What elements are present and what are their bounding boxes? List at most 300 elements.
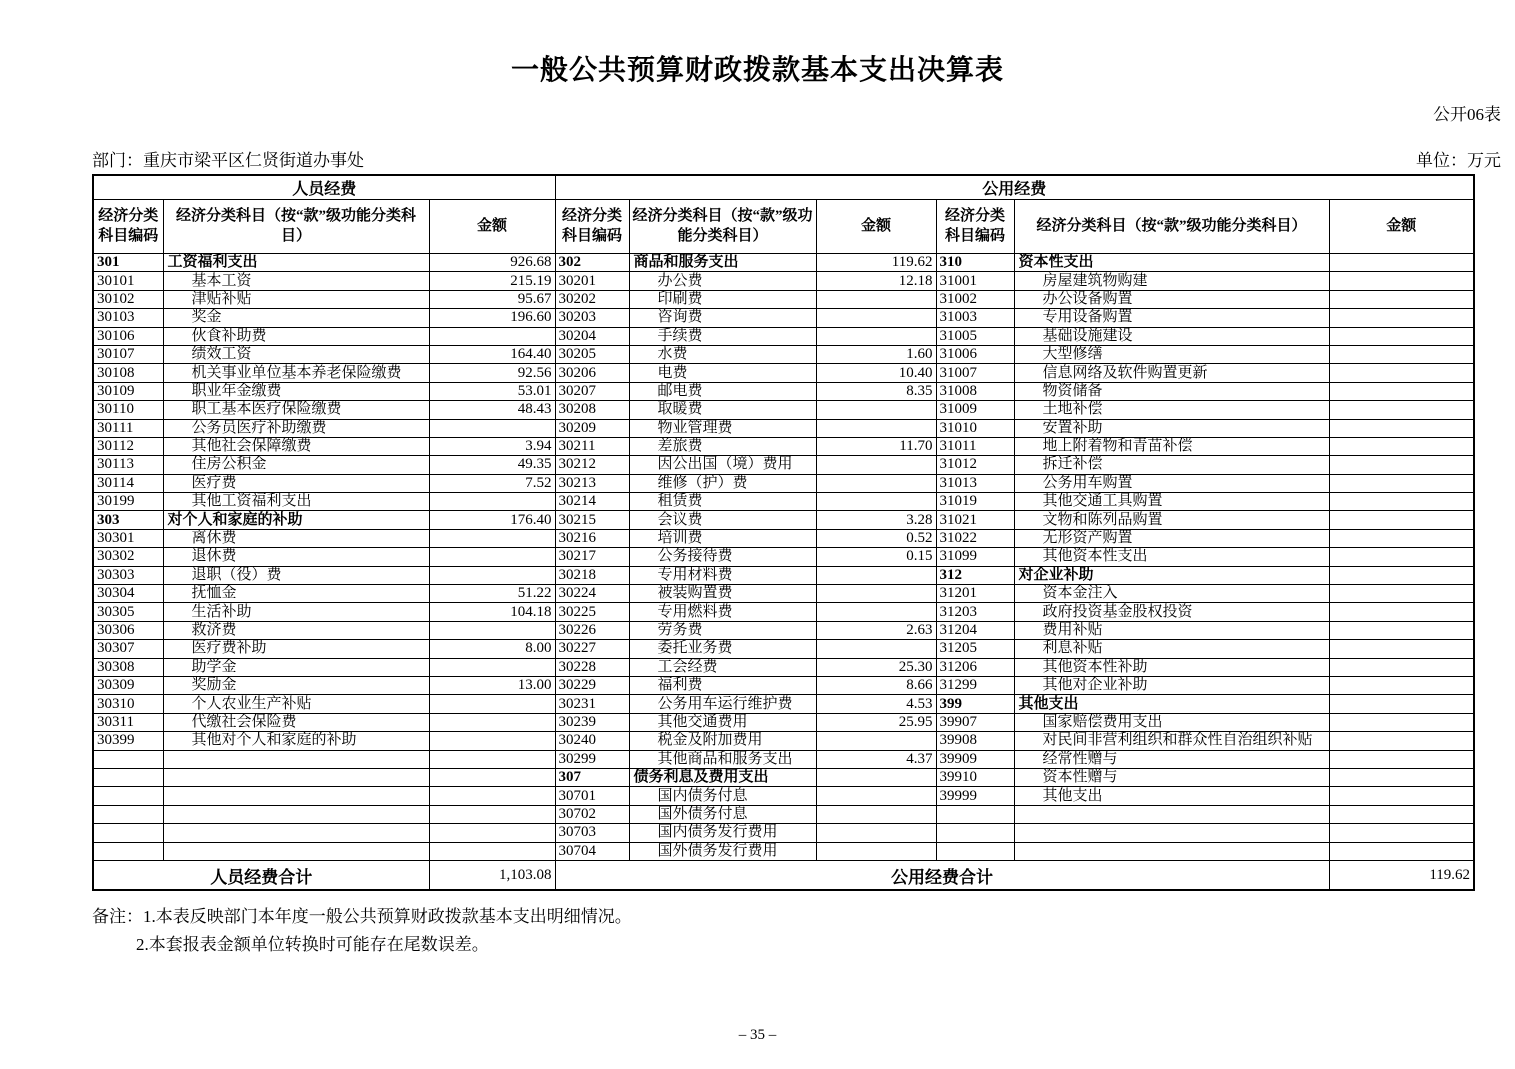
subject-cell: 被装购置费 xyxy=(629,585,816,603)
code-cell: 31010 xyxy=(936,419,1014,437)
code-cell: 31099 xyxy=(936,548,1014,566)
code-cell: 39907 xyxy=(936,713,1014,731)
amount-cell xyxy=(429,842,555,860)
amount-cell xyxy=(1329,585,1474,603)
note-line-1: 备注：1.本表反映部门本年度一般公共预算财政拨款基本支出明细情况。 xyxy=(92,907,632,927)
subject-cell: 退休费 xyxy=(163,548,429,566)
code-cell: 30306 xyxy=(93,621,163,639)
amount-cell xyxy=(816,824,936,842)
subject-cell: 物业管理费 xyxy=(629,419,816,437)
amount-cell xyxy=(816,401,936,419)
code-cell: 31003 xyxy=(936,309,1014,327)
table-row xyxy=(93,401,1474,419)
amount-cell xyxy=(429,732,555,750)
group-header-personnel: 人员经费 xyxy=(93,175,555,200)
code-cell: 30216 xyxy=(555,529,629,547)
amount-cell xyxy=(429,824,555,842)
amount-cell xyxy=(429,548,555,566)
col-header-amount: 金额 xyxy=(816,200,936,254)
code-cell: 30703 xyxy=(555,824,629,842)
subject-cell: 专用材料费 xyxy=(629,566,816,584)
amount-cell xyxy=(1329,327,1474,345)
code-cell: 30205 xyxy=(555,345,629,363)
table-row xyxy=(93,676,1474,694)
amount-cell xyxy=(429,658,555,676)
amount-cell xyxy=(1329,309,1474,327)
amount-cell xyxy=(816,290,936,308)
table-row xyxy=(93,529,1474,547)
amount-cell: 92.56 xyxy=(429,364,555,382)
code-cell: 30108 xyxy=(93,364,163,382)
code-cell: 30215 xyxy=(555,511,629,529)
subject-cell: 代缴社会保险费 xyxy=(163,713,429,731)
code-cell: 30231 xyxy=(555,695,629,713)
table-row xyxy=(93,511,1474,529)
code-cell: 399 xyxy=(936,695,1014,713)
amount-cell xyxy=(1329,401,1474,419)
subject-cell: 其他资本性支出 xyxy=(1014,548,1329,566)
subject-cell: 救济费 xyxy=(163,621,429,639)
code-cell: 30304 xyxy=(93,585,163,603)
amount-cell: 0.52 xyxy=(816,529,936,547)
code-cell xyxy=(93,824,163,842)
table-row xyxy=(93,713,1474,731)
table-row xyxy=(93,309,1474,327)
amount-cell xyxy=(429,768,555,786)
code-cell xyxy=(93,768,163,786)
subject-cell: 其他支出 xyxy=(1014,695,1329,713)
code-cell: 31012 xyxy=(936,456,1014,474)
table-row xyxy=(93,474,1474,492)
subject-cell: 印刷费 xyxy=(629,290,816,308)
amount-cell xyxy=(1329,676,1474,694)
subject-cell: 抚恤金 xyxy=(163,585,429,603)
table-row xyxy=(93,345,1474,363)
amount-cell xyxy=(1329,824,1474,842)
table-row xyxy=(93,768,1474,786)
code-cell: 31008 xyxy=(936,382,1014,400)
subject-cell: 其他工资福利支出 xyxy=(163,493,429,511)
subject-cell: 无形资产购置 xyxy=(1014,529,1329,547)
subject-cell xyxy=(1014,805,1329,823)
subject-cell: 国外债务发行费用 xyxy=(629,842,816,860)
subject-cell: 邮电费 xyxy=(629,382,816,400)
subject-cell: 对个人和家庭的补助 xyxy=(163,511,429,529)
code-cell: 30229 xyxy=(555,676,629,694)
code-cell: 31022 xyxy=(936,529,1014,547)
code-cell: 30202 xyxy=(555,290,629,308)
subject-cell xyxy=(163,768,429,786)
subject-cell: 津贴补贴 xyxy=(163,290,429,308)
code-cell: 30203 xyxy=(555,309,629,327)
subject-cell: 个人农业生产补贴 xyxy=(163,695,429,713)
amount-cell xyxy=(816,768,936,786)
subject-cell: 公务接待费 xyxy=(629,548,816,566)
code-cell xyxy=(936,805,1014,823)
code-cell: 30111 xyxy=(93,419,163,437)
public-total-amount: 119.62 xyxy=(1329,860,1474,890)
subject-cell: 其他对个人和家庭的补助 xyxy=(163,732,429,750)
amount-cell: 4.53 xyxy=(816,695,936,713)
group-header-row xyxy=(93,175,1474,200)
totals-row xyxy=(93,860,1474,890)
subject-cell xyxy=(163,805,429,823)
amount-cell: 176.40 xyxy=(429,511,555,529)
code-cell: 30702 xyxy=(555,805,629,823)
amount-cell xyxy=(1329,382,1474,400)
amount-cell: 48.43 xyxy=(429,401,555,419)
table-row xyxy=(93,364,1474,382)
code-cell: 30109 xyxy=(93,382,163,400)
subject-cell: 手续费 xyxy=(629,327,816,345)
subject-cell: 劳务费 xyxy=(629,621,816,639)
amount-cell: 12.18 xyxy=(816,272,936,290)
subject-cell: 费用补贴 xyxy=(1014,621,1329,639)
subject-cell: 医疗费补助 xyxy=(163,640,429,658)
amount-cell xyxy=(816,327,936,345)
code-cell: 30240 xyxy=(555,732,629,750)
code-cell: 30224 xyxy=(555,585,629,603)
table-row xyxy=(93,493,1474,511)
subject-cell: 专用设备购置 xyxy=(1014,309,1329,327)
department-label: 部门：重庆市梁平区仁贤街道办事处 xyxy=(92,151,364,170)
amount-cell xyxy=(429,695,555,713)
subject-cell: 培训费 xyxy=(629,529,816,547)
subject-cell: 助学金 xyxy=(163,658,429,676)
amount-cell xyxy=(1329,364,1474,382)
amount-cell xyxy=(1329,787,1474,805)
col-header-amount: 金额 xyxy=(429,200,555,254)
code-cell: 31013 xyxy=(936,474,1014,492)
code-cell: 30303 xyxy=(93,566,163,584)
amount-cell: 3.28 xyxy=(816,511,936,529)
table-row xyxy=(93,621,1474,639)
subject-cell: 咨询费 xyxy=(629,309,816,327)
code-cell xyxy=(936,842,1014,860)
col-header-code: 经济分类科目编码 xyxy=(555,200,629,254)
amount-cell xyxy=(429,566,555,584)
amount-cell xyxy=(1329,272,1474,290)
amount-cell xyxy=(1329,419,1474,437)
code-cell: 30302 xyxy=(93,548,163,566)
table-row xyxy=(93,382,1474,400)
amount-cell xyxy=(429,750,555,768)
subject-cell: 其他对企业补助 xyxy=(1014,676,1329,694)
amount-cell: 8.35 xyxy=(816,382,936,400)
personnel-total-amount: 1,103.08 xyxy=(429,860,555,890)
subject-cell: 物资储备 xyxy=(1014,382,1329,400)
code-cell: 31204 xyxy=(936,621,1014,639)
subject-cell: 资本性支出 xyxy=(1014,254,1329,272)
subject-cell: 办公设备购置 xyxy=(1014,290,1329,308)
table-row xyxy=(93,732,1474,750)
amount-cell: 25.30 xyxy=(816,658,936,676)
amount-cell xyxy=(816,309,936,327)
table-row xyxy=(93,437,1474,455)
subject-cell: 工会经费 xyxy=(629,658,816,676)
subject-cell: 对企业补助 xyxy=(1014,566,1329,584)
code-cell: 30207 xyxy=(555,382,629,400)
subject-cell: 福利费 xyxy=(629,676,816,694)
subject-cell xyxy=(1014,824,1329,842)
form-number: 公开06表 xyxy=(1433,105,1501,124)
code-cell: 302 xyxy=(555,254,629,272)
code-cell: 312 xyxy=(936,566,1014,584)
subject-cell: 国家赔偿费用支出 xyxy=(1014,713,1329,731)
table-row xyxy=(93,658,1474,676)
table-row xyxy=(93,566,1474,584)
amount-cell: 926.68 xyxy=(429,254,555,272)
code-cell: 30113 xyxy=(93,456,163,474)
code-cell: 39908 xyxy=(936,732,1014,750)
amount-cell: 13.00 xyxy=(429,676,555,694)
code-cell: 39999 xyxy=(936,787,1014,805)
code-cell xyxy=(93,787,163,805)
amount-cell: 7.52 xyxy=(429,474,555,492)
subject-cell: 公务用车购置 xyxy=(1014,474,1329,492)
code-cell: 30114 xyxy=(93,474,163,492)
amount-cell xyxy=(429,713,555,731)
subject-cell: 资本金注入 xyxy=(1014,585,1329,603)
code-cell: 30107 xyxy=(93,345,163,363)
subject-cell: 维修（护）费 xyxy=(629,474,816,492)
amount-cell xyxy=(1329,254,1474,272)
code-cell: 301 xyxy=(93,254,163,272)
subject-cell: 资本性赠与 xyxy=(1014,768,1329,786)
code-cell: 30228 xyxy=(555,658,629,676)
code-cell xyxy=(93,842,163,860)
subject-cell: 经常性赠与 xyxy=(1014,750,1329,768)
code-cell: 30102 xyxy=(93,290,163,308)
amount-cell xyxy=(1329,437,1474,455)
subject-cell: 职工基本医疗保险缴费 xyxy=(163,401,429,419)
code-cell: 30307 xyxy=(93,640,163,658)
subject-cell: 生活补助 xyxy=(163,603,429,621)
code-cell: 30225 xyxy=(555,603,629,621)
subject-cell: 办公费 xyxy=(629,272,816,290)
code-cell: 39909 xyxy=(936,750,1014,768)
subject-cell: 国内债务发行费用 xyxy=(629,824,816,842)
subject-cell: 电费 xyxy=(629,364,816,382)
amount-cell xyxy=(1329,768,1474,786)
amount-cell xyxy=(1329,658,1474,676)
subject-cell: 基础设施建设 xyxy=(1014,327,1329,345)
code-cell: 31205 xyxy=(936,640,1014,658)
code-cell: 31005 xyxy=(936,327,1014,345)
amount-cell: 2.63 xyxy=(816,621,936,639)
col-header-subject: 经济分类科目（按“款”级功能分类科目） xyxy=(163,200,429,254)
subject-cell: 地上附着物和青苗补偿 xyxy=(1014,437,1329,455)
subject-cell: 基本工资 xyxy=(163,272,429,290)
subject-cell: 房屋建筑物购建 xyxy=(1014,272,1329,290)
code-cell: 31011 xyxy=(936,437,1014,455)
subject-cell: 工资福利支出 xyxy=(163,254,429,272)
amount-cell: 0.15 xyxy=(816,548,936,566)
code-cell: 31201 xyxy=(936,585,1014,603)
amount-cell: 8.00 xyxy=(429,640,555,658)
code-cell: 31002 xyxy=(936,290,1014,308)
amount-cell xyxy=(1329,842,1474,860)
table-row xyxy=(93,842,1474,860)
amount-cell xyxy=(816,842,936,860)
amount-cell xyxy=(1329,695,1474,713)
code-cell: 31019 xyxy=(936,493,1014,511)
code-cell: 30301 xyxy=(93,529,163,547)
subject-cell: 税金及附加费用 xyxy=(629,732,816,750)
amount-cell xyxy=(429,529,555,547)
subject-cell: 公务员医疗补助缴费 xyxy=(163,419,429,437)
table-row xyxy=(93,824,1474,842)
table-row xyxy=(93,640,1474,658)
code-cell: 30103 xyxy=(93,309,163,327)
amount-cell xyxy=(816,419,936,437)
column-header-row xyxy=(93,200,1474,254)
table-row xyxy=(93,603,1474,621)
amount-cell xyxy=(1329,603,1474,621)
amount-cell xyxy=(1329,750,1474,768)
code-cell: 30218 xyxy=(555,566,629,584)
amount-cell: 215.19 xyxy=(429,272,555,290)
amount-cell xyxy=(1329,529,1474,547)
table-row xyxy=(93,787,1474,805)
code-cell: 30701 xyxy=(555,787,629,805)
amount-cell xyxy=(816,456,936,474)
amount-cell: 51.22 xyxy=(429,585,555,603)
code-cell xyxy=(936,824,1014,842)
code-cell: 31021 xyxy=(936,511,1014,529)
subject-cell: 土地补偿 xyxy=(1014,401,1329,419)
subject-cell: 信息网络及软件购置更新 xyxy=(1014,364,1329,382)
amount-cell xyxy=(1329,566,1474,584)
amount-cell: 3.94 xyxy=(429,437,555,455)
subject-cell: 会议费 xyxy=(629,511,816,529)
amount-cell: 104.18 xyxy=(429,603,555,621)
col-header-subject: 经济分类科目（按“款”级功能分类科目） xyxy=(629,200,816,254)
personnel-total-label: 人员经费合计 xyxy=(93,860,429,890)
note-line-2: 2.本套报表金额单位转换时可能存在尾数误差。 xyxy=(136,935,489,955)
code-cell: 30399 xyxy=(93,732,163,750)
subject-cell: 委托业务费 xyxy=(629,640,816,658)
table-row xyxy=(93,695,1474,713)
subject-cell: 国外债务付息 xyxy=(629,805,816,823)
code-cell: 30305 xyxy=(93,603,163,621)
subject-cell: 其他商品和服务支出 xyxy=(629,750,816,768)
subject-cell: 其他支出 xyxy=(1014,787,1329,805)
code-cell: 30211 xyxy=(555,437,629,455)
subject-cell: 政府投资基金股权投资 xyxy=(1014,603,1329,621)
group-header-public: 公用经费 xyxy=(555,175,1474,200)
table-row xyxy=(93,419,1474,437)
col-header-code: 经济分类科目编码 xyxy=(936,200,1014,254)
subject-cell: 租赁费 xyxy=(629,493,816,511)
amount-cell xyxy=(1329,548,1474,566)
code-cell: 30309 xyxy=(93,676,163,694)
subject-cell: 文物和陈列品购置 xyxy=(1014,511,1329,529)
code-cell: 307 xyxy=(555,768,629,786)
code-cell: 30212 xyxy=(555,456,629,474)
amount-cell xyxy=(816,640,936,658)
table-row xyxy=(93,750,1474,768)
amount-cell xyxy=(1329,732,1474,750)
code-cell: 30208 xyxy=(555,401,629,419)
amount-cell xyxy=(429,621,555,639)
page-number: – 35 – xyxy=(738,1027,777,1043)
amount-cell xyxy=(816,493,936,511)
amount-cell: 53.01 xyxy=(429,382,555,400)
col-header-amount: 金额 xyxy=(1329,200,1474,254)
amount-cell xyxy=(429,787,555,805)
subject-cell: 其他社会保障缴费 xyxy=(163,437,429,455)
amount-cell xyxy=(429,327,555,345)
amount-cell xyxy=(429,493,555,511)
amount-cell xyxy=(816,474,936,492)
code-cell: 30311 xyxy=(93,713,163,731)
subject-cell: 其他交通费用 xyxy=(629,713,816,731)
code-cell: 31007 xyxy=(936,364,1014,382)
code-cell: 30101 xyxy=(93,272,163,290)
code-cell: 30239 xyxy=(555,713,629,731)
code-cell: 31206 xyxy=(936,658,1014,676)
amount-cell xyxy=(1329,456,1474,474)
code-cell: 31001 xyxy=(936,272,1014,290)
subject-cell: 公务用车运行维护费 xyxy=(629,695,816,713)
subject-cell: 伙食补助费 xyxy=(163,327,429,345)
meta-row xyxy=(0,146,1515,171)
code-cell: 39910 xyxy=(936,768,1014,786)
code-cell xyxy=(93,805,163,823)
amount-cell xyxy=(1329,345,1474,363)
unit-label: 单位：万元 xyxy=(1416,151,1501,170)
subject-cell: 奖励金 xyxy=(163,676,429,694)
subject-cell: 安置补助 xyxy=(1014,419,1329,437)
table-row xyxy=(93,290,1474,308)
code-cell: 31006 xyxy=(936,345,1014,363)
public-total-label: 公用经费合计 xyxy=(555,860,1329,890)
subject-cell: 住房公积金 xyxy=(163,456,429,474)
code-cell: 30199 xyxy=(93,493,163,511)
code-cell: 31009 xyxy=(936,401,1014,419)
code-cell: 30209 xyxy=(555,419,629,437)
code-cell: 30206 xyxy=(555,364,629,382)
subject-cell: 其他资本性补助 xyxy=(1014,658,1329,676)
code-cell: 30110 xyxy=(93,401,163,419)
code-cell: 30214 xyxy=(555,493,629,511)
subject-cell: 机关事业单位基本养老保险缴费 xyxy=(163,364,429,382)
amount-cell xyxy=(1329,493,1474,511)
amount-cell: 119.62 xyxy=(816,254,936,272)
amount-cell xyxy=(1329,290,1474,308)
table-row xyxy=(93,548,1474,566)
amount-cell xyxy=(429,419,555,437)
table-row xyxy=(93,456,1474,474)
subject-cell: 差旅费 xyxy=(629,437,816,455)
subject-cell: 国内债务付息 xyxy=(629,787,816,805)
subject-cell: 取暖费 xyxy=(629,401,816,419)
amount-cell xyxy=(1329,511,1474,529)
amount-cell xyxy=(1329,805,1474,823)
subject-cell: 职业年金缴费 xyxy=(163,382,429,400)
amount-cell: 164.40 xyxy=(429,345,555,363)
subject-cell xyxy=(163,750,429,768)
table-row xyxy=(93,805,1474,823)
amount-cell: 49.35 xyxy=(429,456,555,474)
amount-cell: 1.60 xyxy=(816,345,936,363)
subject-cell xyxy=(1014,842,1329,860)
amount-cell xyxy=(816,805,936,823)
amount-cell xyxy=(816,566,936,584)
amount-cell xyxy=(816,585,936,603)
code-cell: 30299 xyxy=(555,750,629,768)
